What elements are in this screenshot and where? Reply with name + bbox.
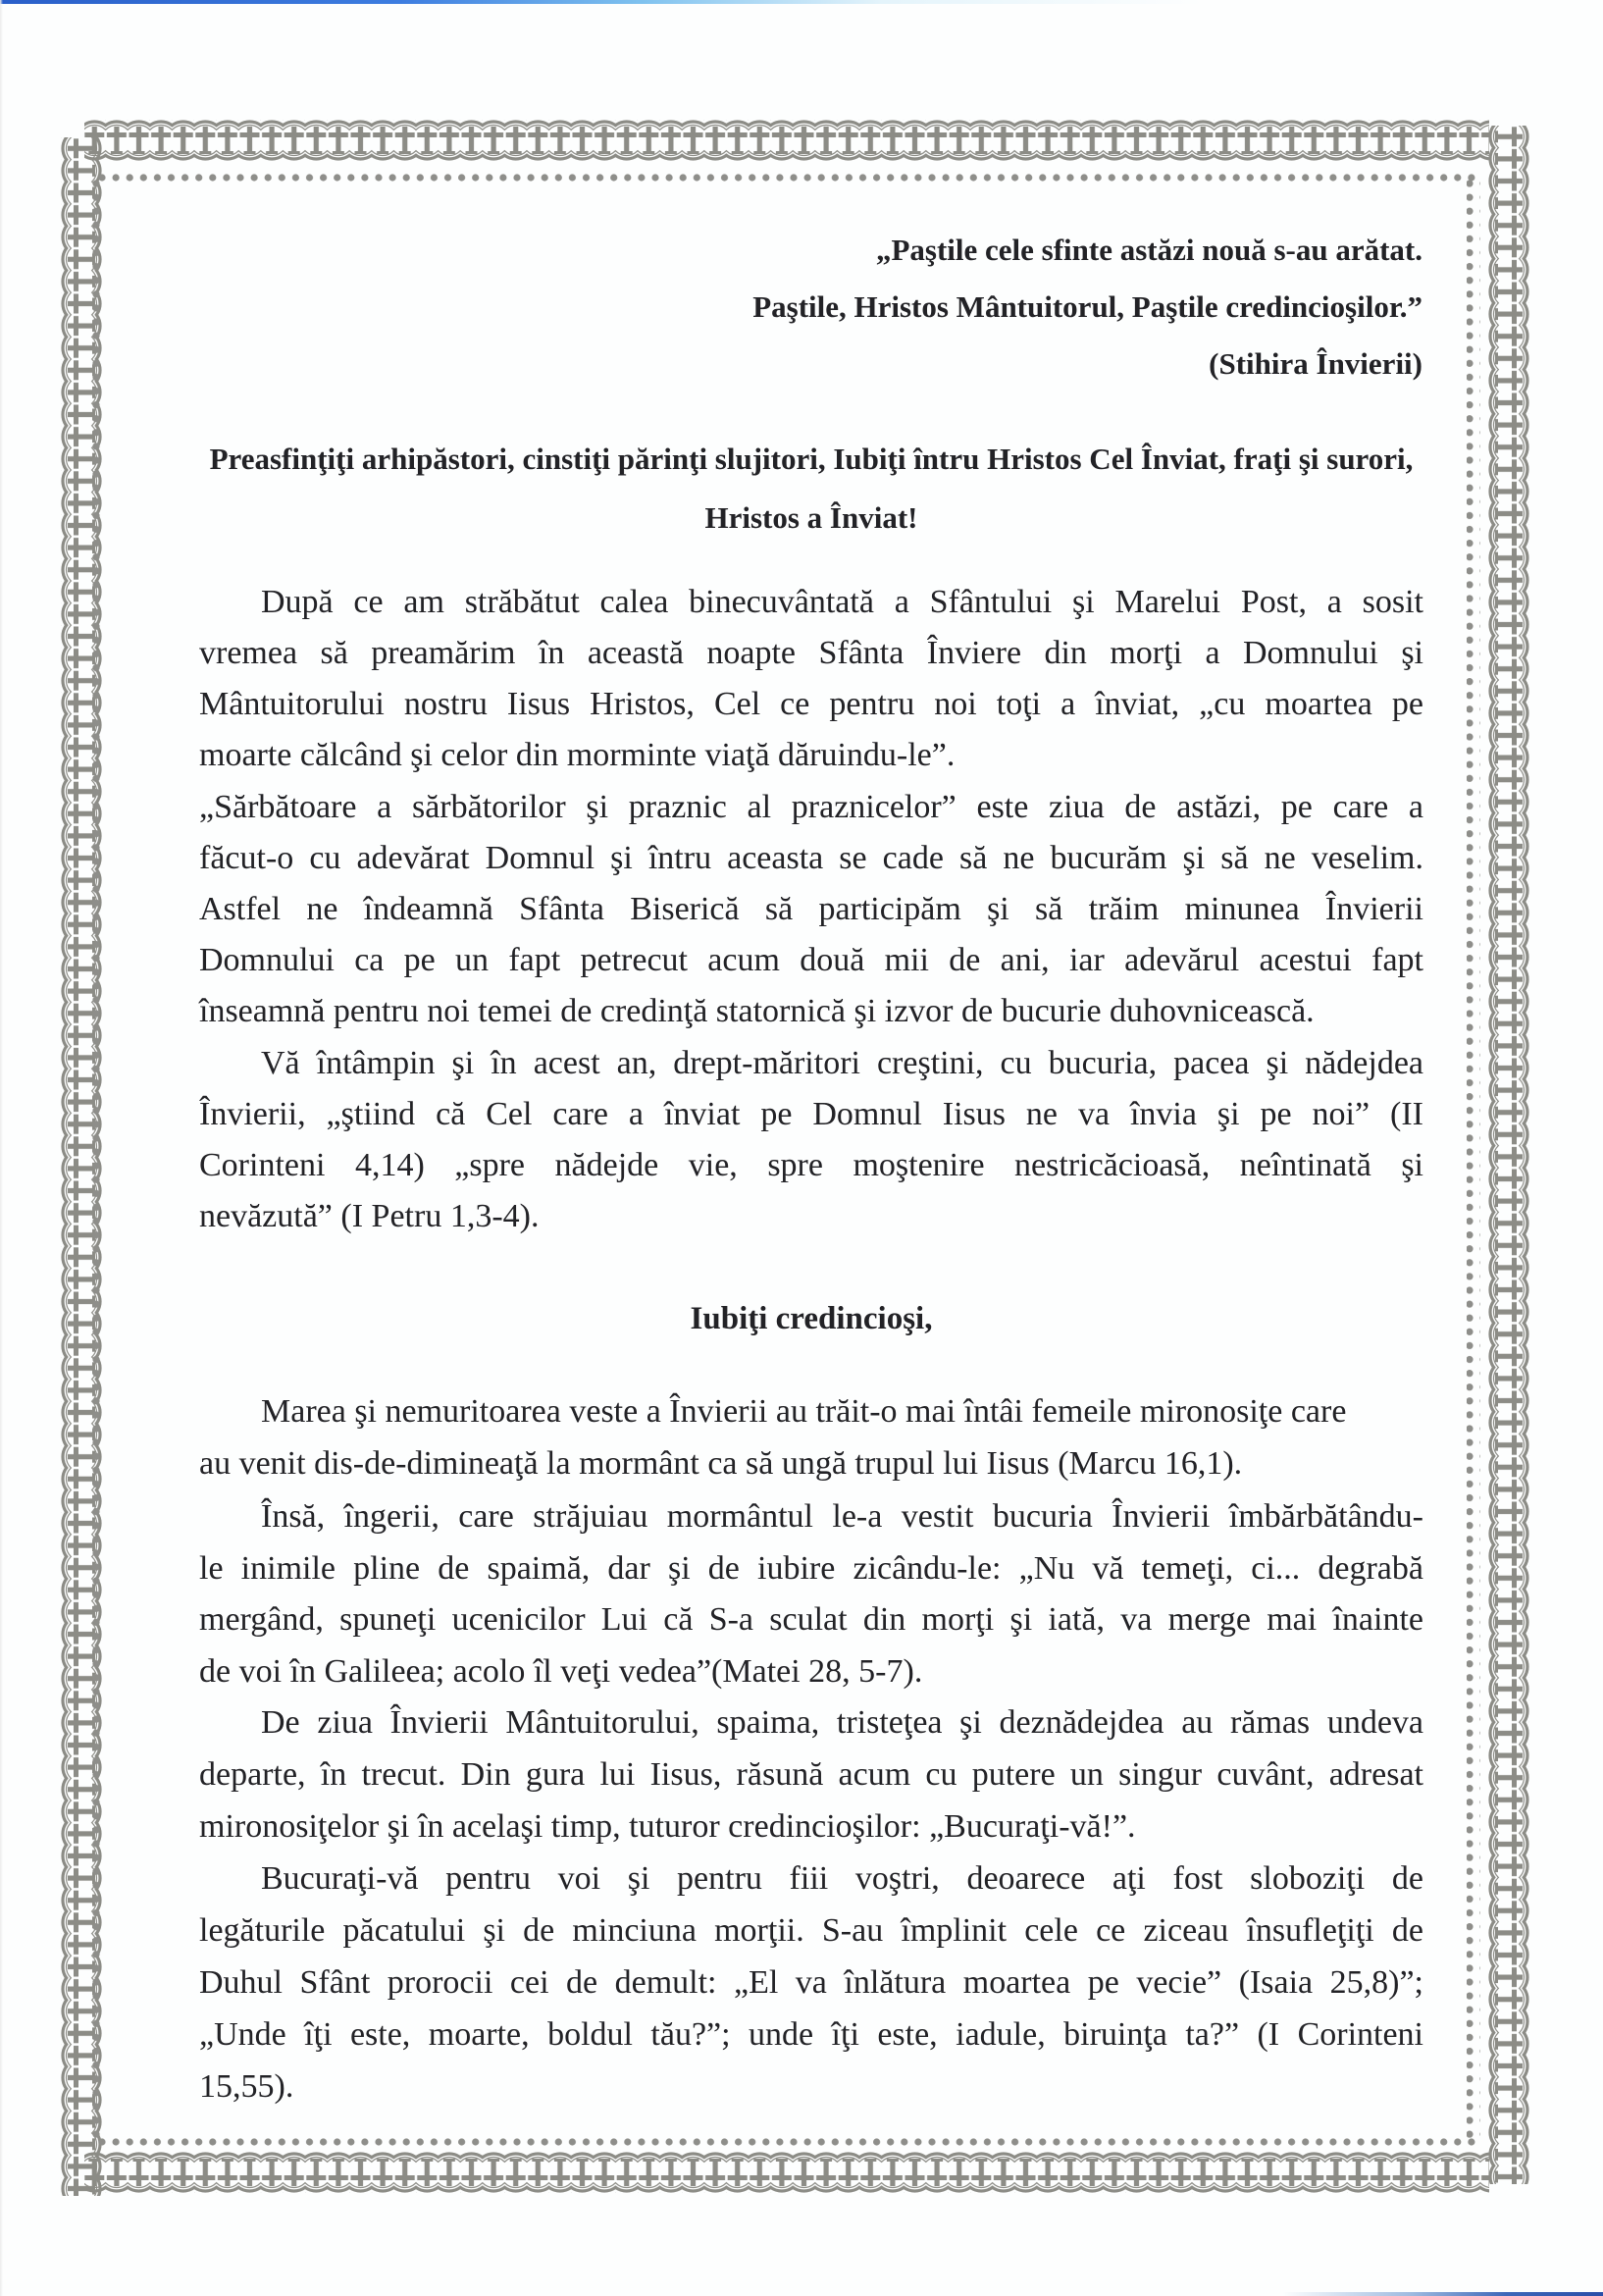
text-line: Duhul Sfânt prorocii cei de demult: „El va înlătura moartea pe vecie” (Isaia 25,8)”; <box>199 1963 1423 2001</box>
section-heading: Iubiţi credincioşi, <box>690 1300 933 1336</box>
text-line: mironosiţelor şi în acelaşi timp, tuturor credincioşilor: „Bucuraţi-vă!”. <box>199 1807 1136 1845</box>
text-line: De ziua Învierii Mântuitorului, spaima, tristeţea şi deznădejdea au rămas undeva <box>261 1703 1423 1741</box>
greeting-exclamation: Hristos a Înviat! <box>704 500 918 536</box>
ornament-band-top <box>84 119 1489 162</box>
text-line: Mântuitorului nostru Iisus Hristos, Cel ce pentru noi toţi a înviat, „cu moartea pe <box>199 685 1423 722</box>
ornament-band-right <box>1487 126 1530 2184</box>
text-line: După ce am străbătut calea binecuvântată a Sfântului şi Marelui Post, a sosit <box>261 583 1423 620</box>
text-line: Vă întâmpin şi în acest an, drept-măritori creştini, cu bucuria, pacea şi nădejdea <box>261 1044 1423 1081</box>
dotted-border-left <box>89 177 103 2139</box>
dotted-border-bottom <box>95 2134 1480 2148</box>
text-line: le inimile pline de spaimă, dar şi de iubire zicându-le: „Nu vă temeţi, ci... degrabă <box>199 1549 1423 1587</box>
text-line: Domnului ca pe un fapt petrecut acum două mii de ani, iar adevărul acestui fapt <box>199 941 1423 978</box>
dotted-border-right <box>1467 177 1480 2139</box>
text-line: Bucuraţi-vă pentru voi şi pentru fiii voştri, deoarece aţi fost sloboziţi de <box>261 1859 1423 1897</box>
text-line: Astfel ne îndeamnă Sfânta Biserică să participăm şi să trăim minunea Învierii <box>199 890 1423 927</box>
text-line: Corinteni 4,14) „spre nădejde vie, spre moştenire nestricăcioasă, neîntinată şi <box>199 1146 1423 1183</box>
epigraph-source: (Stihira Învierii) <box>1209 346 1422 382</box>
text-line: de voi în Galileea; acolo îl veţi vedea”(Matei 28, 5-7). <box>199 1652 923 1690</box>
text-line: vremea să preamărim în această noapte Sfânta Înviere din morţi a Domnului şi <box>199 634 1423 671</box>
text-line: făcut-o cu adevărat Domnul şi întru aceasta se cade să ne bucurăm şi să ne veselim. <box>199 839 1423 876</box>
text-line: Învierii, „ştiind că Cel care a înviat pe Domnul Iisus ne va învia şi pe noi” (II <box>199 1095 1423 1132</box>
text-line: legăturile păcatului şi de minciuna morţii. S-au împlinit cele ce ziceau însufleţiţi de <box>199 1911 1423 1949</box>
text-line: nevăzută” (I Petru 1,3-4). <box>199 1197 540 1234</box>
epigraph-line: „Paştile cele sfinte astăzi nouă s-au arătat. <box>875 233 1422 268</box>
greeting-address: Preasfinţiţi arhipăstori, cinstiţi părinţi slujitori, Iubiţi întru Hristos Cel Înviat, fraţi şi surori, <box>209 442 1414 477</box>
dotted-border-top <box>95 171 1480 184</box>
text-line: Însă, îngerii, care străjuiau mormântul le-a vestit bucuria Învierii îmbărbătându- <box>261 1497 1423 1535</box>
text-line: 15,55). <box>199 2067 294 2105</box>
epigraph-line: Paştile, Hristos Mântuitorul, Paştile credincioşilor.” <box>752 289 1422 325</box>
text-line: înseamnă pentru noi temei de credinţă statornică şi izvor de bucurie duhovnicească. <box>199 992 1315 1029</box>
text-line: departe, în trecut. Din gura lui Iisus, răsună acum cu putere un singur cuvânt, adresat <box>199 1755 1423 1793</box>
text-line: Marea şi nemuritoarea veste a Învierii au trăit-o mai întâi femeile mironosiţe care <box>261 1392 1347 1430</box>
ornament-band-bottom <box>84 2151 1489 2194</box>
text-line: au venit dis-de-dimineaţă la mormânt ca să ungă trupul lui Iisus (Marcu 16,1). <box>199 1444 1243 1482</box>
text-line: mergând, spuneţi ucenicilor Lui că S-a sculat din morţi şi iată, va merge mai înainte <box>199 1600 1423 1638</box>
text-line: „Sărbătoare a sărbătorilor şi praznic al praznicelor” este ziua de astăzi, pe care a <box>199 788 1423 825</box>
text-line: moarte călcând şi celor din morminte viaţă dăruindu-le”. <box>199 736 956 773</box>
text-line: „Unde îţi este, moarte, boldul tău?”; unde îţi este, iadule, biruinţa ta?” (I Corinteni <box>199 2015 1423 2053</box>
